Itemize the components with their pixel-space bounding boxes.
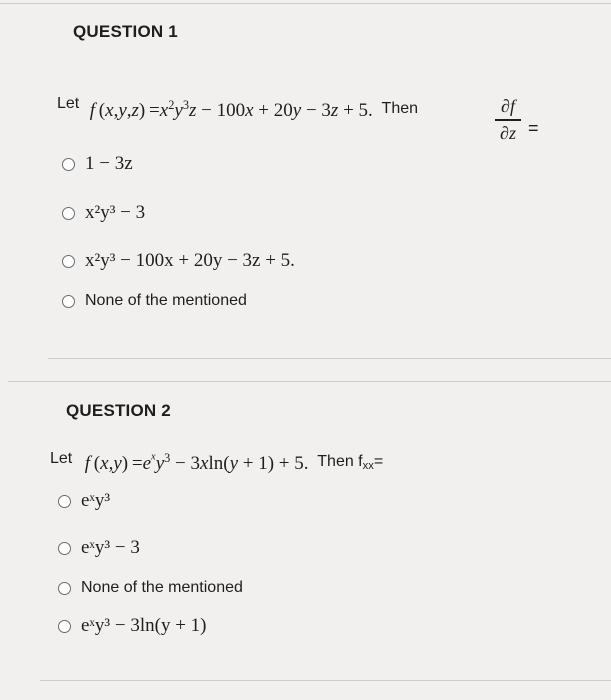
option-label: eˣy³ − 3ln(y + 1) [81,615,207,636]
question-2-function: f $(x,y) =e^xy^3 - 3xln(y + 1) + 5$. [84,451,314,474]
option-label: 1 − 3z [85,153,133,174]
radio-icon[interactable] [62,158,75,171]
then-equals: = [373,452,384,470]
question-1-let: Let [57,94,80,112]
fraction-numerator: ∂f [501,96,515,116]
question-1-stem [57,94,419,122]
option-label: eˣy³ − 3 [81,537,140,558]
fraction-bar [495,119,521,121]
question-2-bottom-divider [40,680,611,681]
option-label: x²y³ − 3 [85,202,146,223]
question-1-option-2[interactable] [62,202,145,224]
radio-icon[interactable] [58,620,71,633]
question-2-option-2[interactable] [58,537,140,559]
section-divider [8,381,611,382]
question-1-function: f $(x,y,z) =x^2y^3z - 100x + 20y - 3z + 5$. [89,98,378,121]
then-text: Then f [317,452,363,470]
radio-icon[interactable] [62,255,75,268]
question-1-partial-derivative [495,96,521,144]
radio-icon[interactable] [58,582,71,595]
question-2-option-4[interactable] [58,615,207,637]
question-2-stem [50,451,383,475]
question-1-equals: = [528,118,539,138]
option-label: eˣy³ [81,490,111,511]
option-label: None of the mentioned [81,579,243,596]
option-label: x²y³ − 100x + 20y − 3z + 5. [85,250,295,271]
question-1-option-1[interactable] [62,153,133,175]
question-2-let: Let [50,449,73,467]
question-2-then [317,453,383,470]
radio-icon[interactable] [62,295,75,308]
question-1-then: Then [381,99,419,117]
radio-icon[interactable] [58,495,71,508]
top-divider [0,3,611,4]
question-2-title: QUESTION 2 [66,401,171,420]
radio-icon[interactable] [62,207,75,220]
fraction-denominator: ∂z [500,122,516,143]
question-2-option-1[interactable] [58,490,110,512]
then-subscript: xx [362,459,374,472]
option-label: None of the mentioned [85,292,247,309]
question-1-option-4[interactable] [62,292,247,310]
question-1-title: QUESTION 1 [73,22,178,41]
question-1-bottom-divider [48,358,611,359]
radio-icon[interactable] [58,542,71,555]
question-2-option-3[interactable] [58,579,243,597]
question-1-option-3[interactable] [62,250,295,272]
